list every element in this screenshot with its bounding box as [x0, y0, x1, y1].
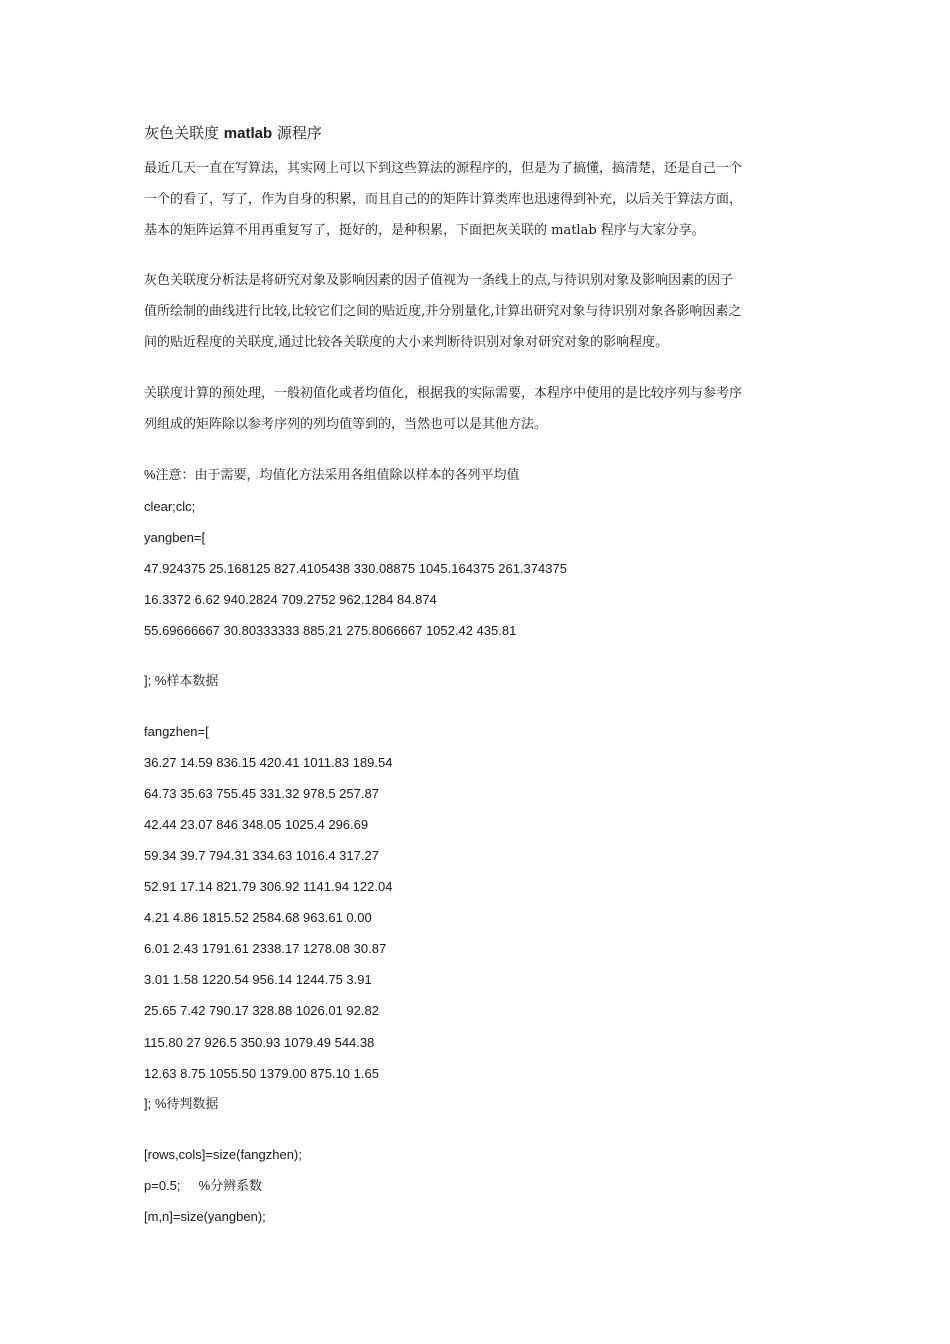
- title-suffix: 源程序: [272, 124, 322, 142]
- code-data-row: 6.01 2.43 1791.61 2338.17 1278.08 30.87: [144, 941, 387, 956]
- code-data-row: 4.21 4.86 1815.52 2584.68 963.61 0.00: [144, 910, 372, 925]
- code-line: clear;clc;: [144, 499, 196, 514]
- code-data-row: 64.73 35.63 755.45 331.32 978.5 257.87: [144, 786, 379, 801]
- paragraph-2-line: 间的贴近程度的关联度,通过比较各关联度的大小来判断待识别对象对研究对象的影响程度。: [144, 335, 669, 350]
- paragraph-2-line: 灰色关联度分析法是将研究对象及影响因素的因子值视为一条线上的点,与待识别对象及影响因素的因子: [144, 273, 734, 288]
- code-line: [rows,cols]=size(fangzhen);: [144, 1147, 302, 1162]
- paragraph-3-line: 关联度计算的预处理，一般初值化或者均值化，根据我的实际需要，本程序中使用的是比较序列与参考序: [144, 386, 743, 401]
- code-line: ]; %样本数据: [144, 673, 219, 688]
- code-data-row: 55.69666667 30.80333333 885.21 275.8066667 1052.42 435.81: [144, 623, 517, 638]
- code-data-row: 115.80 27 926.5 350.93 1079.49 544.38: [144, 1035, 375, 1050]
- code-line: yangben=[: [144, 530, 206, 545]
- intro-line: 最近几天一直在写算法，其实网上可以下到这些算法的源程序的，但是为了搞懂，搞清楚，还是自己一个: [144, 161, 743, 176]
- code-data-row: 42.44 23.07 846 348.05 1025.4 296.69: [144, 817, 369, 832]
- code-data-row: 59.34 39.7 794.31 334.63 1016.4 317.27: [144, 848, 379, 863]
- code-data-row: 52.91 17.14 821.79 306.92 1141.94 122.04: [144, 879, 393, 894]
- document-title: [144, 124, 322, 143]
- intro-line: 基本的矩阵运算不用再重复写了，挺好的，是种积累，下面把灰关联的 matlab 程序与大家分享。: [144, 223, 705, 238]
- code-data-row: 36.27 14.59 836.15 420.41 1011.83 189.54: [144, 755, 393, 770]
- code-line: ]; %待判数据: [144, 1096, 219, 1111]
- code-line: p=0.5; %分辨系数: [144, 1178, 263, 1193]
- code-comment-line: %注意：由于需要，均值化方法采用各组值除以样本的各列平均值: [144, 467, 520, 482]
- code-data-row: 3.01 1.58 1220.54 956.14 1244.75 3.91: [144, 972, 372, 987]
- title-prefix: 灰色关联度: [144, 124, 224, 142]
- code-data-row: 16.3372 6.62 940.2824 709.2752 962.1284 84.874: [144, 592, 437, 607]
- intro-line: 一个的看了，写了，作为自身的积累，而且自己的的矩阵计算类库也迅速得到补充，以后关于算法方面，: [144, 192, 743, 207]
- code-line: fangzhen=[: [144, 724, 209, 739]
- code-data-row: 47.924375 25.168125 827.4105438 330.08875 1045.164375 261.374375: [144, 561, 567, 576]
- code-line: [m,n]=size(yangben);: [144, 1209, 266, 1224]
- code-data-row: 25.65 7.42 790.17 328.88 1026.01 92.82: [144, 1003, 379, 1018]
- title-bold: matlab: [223, 125, 273, 142]
- paragraph-3-line: 列组成的矩阵除以参考序列的列均值等到的，当然也可以是其他方法。: [144, 417, 548, 432]
- code-data-row: 12.63 8.75 1055.50 1379.00 875.10 1.65: [144, 1066, 379, 1081]
- paragraph-2-line: 值所绘制的曲线进行比较,比较它们之间的贴近度,并分别量化,计算出研究对象与待识别对象各影响因素之: [144, 304, 742, 319]
